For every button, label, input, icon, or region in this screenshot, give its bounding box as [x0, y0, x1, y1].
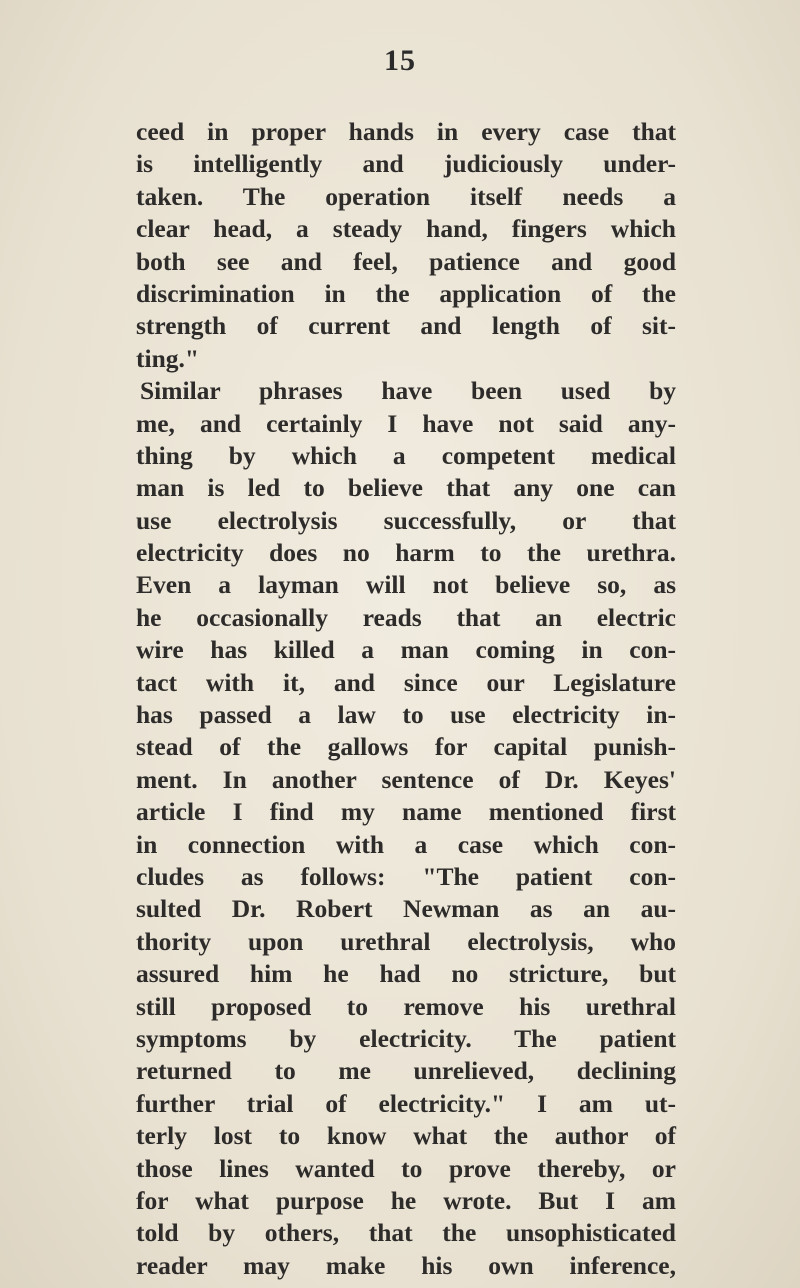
text-line: sulted Dr. Robert Newman as an au-	[136, 894, 676, 924]
text-line: still proposed to remove his urethral	[136, 991, 676, 1021]
text-line: in connection with a case which con-	[136, 829, 676, 859]
text-line: wire has killed a man coming in con-	[136, 635, 676, 665]
text-line: man is led to believe that any one can	[136, 473, 676, 503]
text-line: clear head, a steady hand, fingers which	[136, 214, 676, 244]
text-line: those lines wanted to prove thereby, or	[136, 1153, 676, 1183]
text-line: taken. The operation itself needs a	[136, 181, 676, 211]
text-line: thing by which a competent medical	[136, 440, 676, 470]
text-line: both see and feel, patience and good	[136, 246, 676, 276]
text-line: cludes as follows: "The patient con-	[136, 861, 676, 891]
text-line: ment. In another sentence of Dr. Keyes'	[136, 764, 676, 794]
text-line: ceed in proper hands in every case that	[136, 117, 676, 146]
text-line: Even a layman will not believe so, as	[136, 570, 676, 600]
text-line: thority upon urethral electrolysis, who	[136, 926, 676, 956]
text-line: discrimination in the application of the	[136, 278, 676, 308]
text-line: assured him he had no stricture, but	[136, 959, 676, 989]
text-line: strength of current and length of sit-	[136, 311, 676, 341]
page-number: 15	[384, 44, 416, 77]
text-line: terly lost to know what the author of	[136, 1121, 676, 1151]
text-line: symptoms by electricity. The patient	[136, 1023, 676, 1053]
body-text	[136, 116, 676, 1282]
text-line: told by others, that the unsophisticated	[136, 1218, 676, 1248]
text-line: me, and certainly I have not said any-	[136, 408, 676, 438]
text-line: is intelligently and judiciously under-	[136, 149, 676, 179]
text-line: has passed a law to use electricity in-	[136, 700, 676, 730]
text-line: ting."	[136, 343, 200, 373]
text-line: he occasionally reads that an electric	[136, 602, 676, 632]
text-line: electricity does no harm to the urethra.	[136, 538, 676, 568]
text-line: for what purpose he wrote. But I am	[136, 1185, 676, 1215]
text-line: reader may make his own inference,	[136, 1250, 676, 1280]
text-line: returned to me unrelieved, declining	[136, 1056, 676, 1086]
text-line: Similar phrases have been used by	[140, 376, 676, 406]
text-line: further trial of electricity." I am ut-	[136, 1088, 676, 1118]
text-line: tact with it, and since our Legislature	[136, 667, 676, 697]
text-line: article I find my name mentioned first	[136, 797, 676, 827]
text-line: use electrolysis successfully, or that	[136, 505, 676, 535]
text-line: stead of the gallows for capital punish-	[136, 732, 676, 762]
